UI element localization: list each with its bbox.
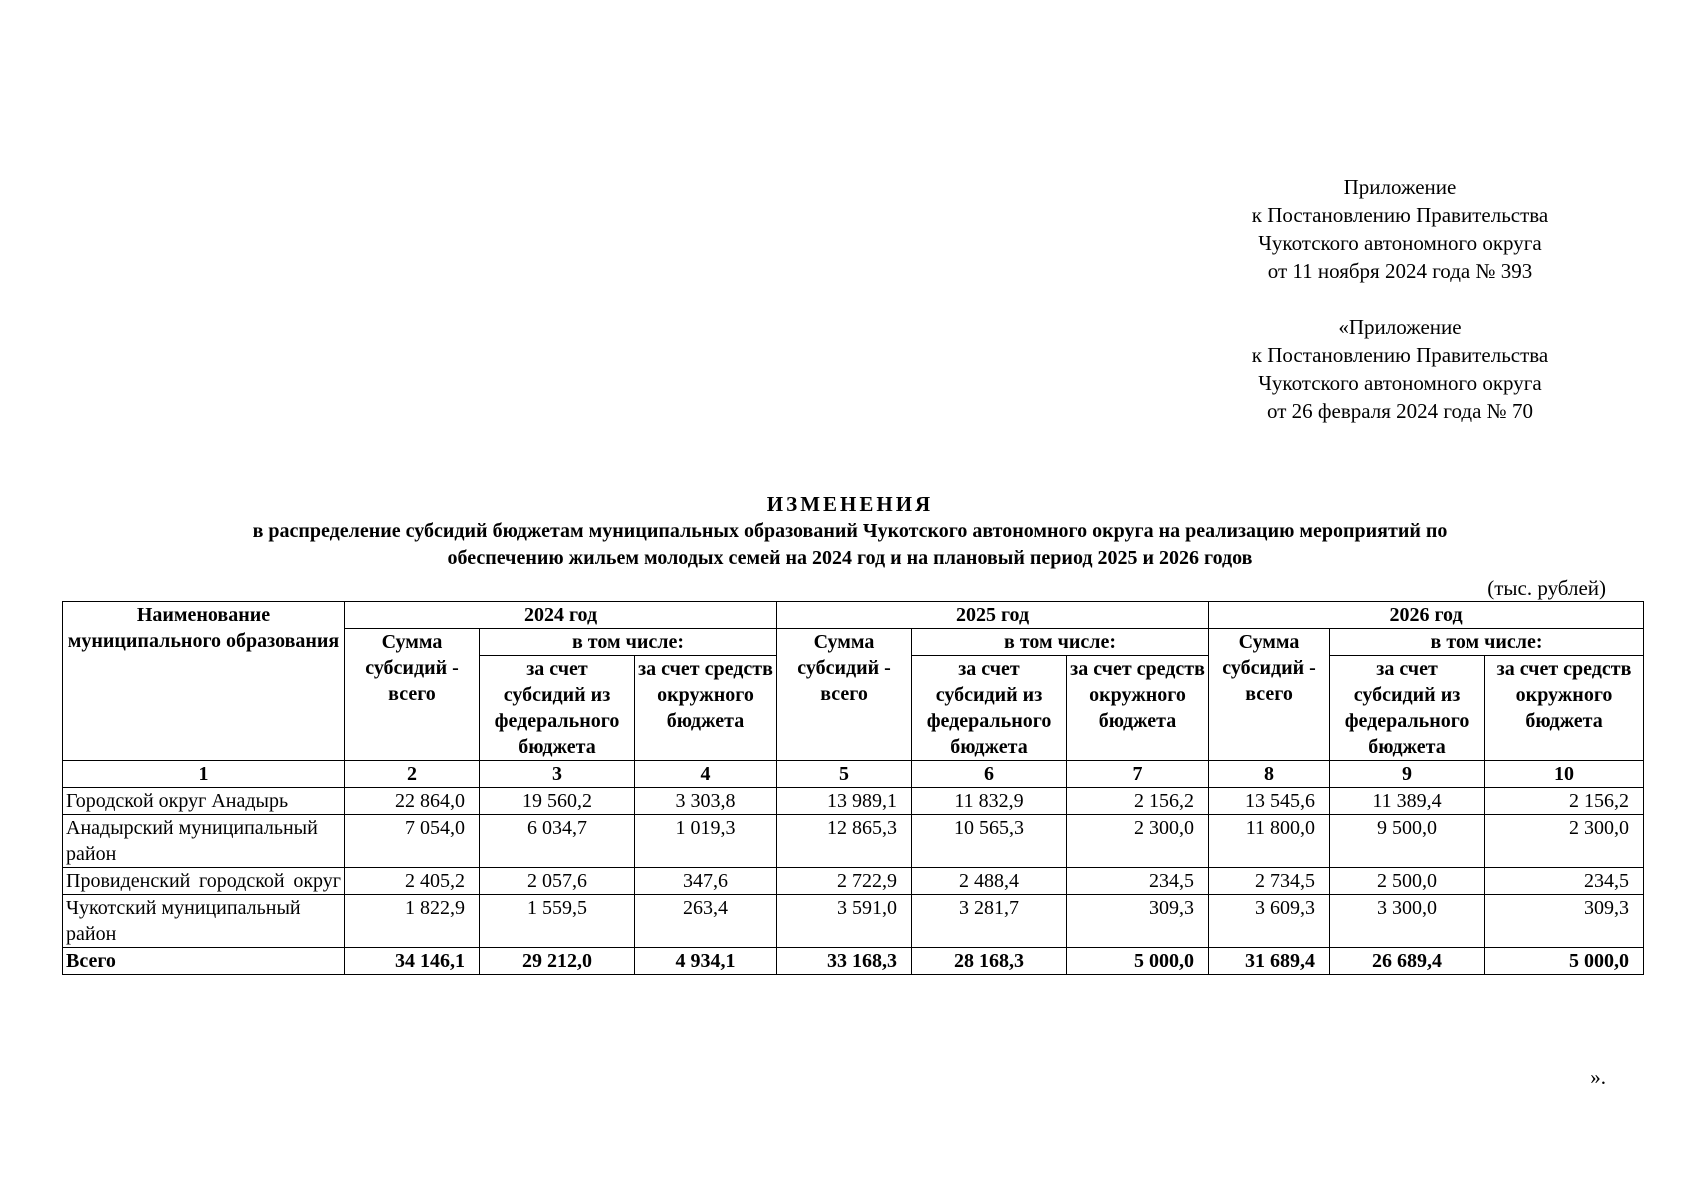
cell-value: 22 864,0 [345, 788, 480, 815]
cell-value: 26 689,4 [1330, 948, 1485, 975]
cell-value: 12 865,3 [777, 815, 912, 868]
table-row [63, 868, 1644, 895]
row-name: Чукотский муниципальный район [63, 895, 345, 948]
col-header-incl: в том числе: [912, 629, 1209, 656]
cell-value: 3 281,7 [912, 895, 1067, 948]
cell-value: 2 156,2 [1067, 788, 1209, 815]
col-header-district: за счет средств окружного бюджета [1067, 656, 1209, 761]
cell-value: 2 734,5 [1209, 868, 1330, 895]
cell-value: 309,3 [1067, 895, 1209, 948]
row-name: Всего [63, 948, 345, 975]
cell-value: 33 168,3 [777, 948, 912, 975]
cell-value: 347,6 [635, 868, 777, 895]
table-row [63, 815, 1644, 868]
header-line: «Приложение [1338, 315, 1462, 339]
header-line: от 26 февраля 2024 года № 70 [1267, 399, 1533, 423]
col-number: 7 [1067, 761, 1209, 788]
table-row [63, 895, 1644, 948]
header-row-years [63, 602, 1644, 629]
cell-value: 29 212,0 [480, 948, 635, 975]
col-number: 5 [777, 761, 912, 788]
col-number: 10 [1485, 761, 1644, 788]
cell-value: 234,5 [1485, 868, 1644, 895]
total-row [63, 948, 1644, 975]
col-header-federal: за счет субсидий из федерального бюджета [1330, 656, 1485, 761]
cell-value: 11 389,4 [1330, 788, 1485, 815]
cell-value: 31 689,4 [1209, 948, 1330, 975]
cell-value: 2 300,0 [1485, 815, 1644, 868]
col-header-total: Сумма субсидий - всего [1209, 629, 1330, 761]
document-title [60, 490, 1640, 572]
cell-value: 2 057,6 [480, 868, 635, 895]
cell-value: 1 019,3 [635, 815, 777, 868]
cell-value: 10 565,3 [912, 815, 1067, 868]
col-header-federal: за счет субсидий из федерального бюджета [480, 656, 635, 761]
table-row [63, 788, 1644, 815]
header-line: к Постановлению Правительства [1251, 203, 1549, 227]
header-line: Приложение [1343, 175, 1457, 199]
row-name: Анадырский муниципальный район [63, 815, 345, 868]
cell-value: 11 832,9 [912, 788, 1067, 815]
cell-value: 2 488,4 [912, 868, 1067, 895]
cell-value: 234,5 [1067, 868, 1209, 895]
col-number: 8 [1209, 761, 1330, 788]
cell-value: 7 054,0 [345, 815, 480, 868]
cell-value: 3 300,0 [1330, 895, 1485, 948]
col-number: 6 [912, 761, 1067, 788]
cell-value: 3 303,8 [635, 788, 777, 815]
cell-value: 1 822,9 [345, 895, 480, 948]
cell-value: 2 156,2 [1485, 788, 1644, 815]
year-header: 2024 год [345, 602, 777, 629]
cell-value: 11 800,0 [1209, 815, 1330, 868]
cell-value: 5 000,0 [1485, 948, 1644, 975]
col-header-district: за счет средств окружного бюджета [635, 656, 777, 761]
col-header-federal: за счет субсидий из федерального бюджета [912, 656, 1067, 761]
header-line: к Постановлению Правительства [1251, 343, 1549, 367]
col-number: 4 [635, 761, 777, 788]
cell-value: 3 609,3 [1209, 895, 1330, 948]
cell-value: 309,3 [1485, 895, 1644, 948]
cell-value: 34 146,1 [345, 948, 480, 975]
cell-value: 28 168,3 [912, 948, 1067, 975]
cell-value: 2 300,0 [1067, 815, 1209, 868]
cell-value: 2 500,0 [1330, 868, 1485, 895]
cell-value: 2 722,9 [777, 868, 912, 895]
col-number: 3 [480, 761, 635, 788]
col-number: 1 [63, 761, 345, 788]
col-header-total: Сумма субсидий - всего [345, 629, 480, 761]
cell-value: 13 545,6 [1209, 788, 1330, 815]
title-main: ИЗМЕНЕНИЯ [766, 492, 934, 516]
row-name: Городской округ Анадырь [63, 788, 345, 815]
year-header: 2025 год [777, 602, 1209, 629]
col-header-name: Наименование муниципального образования [63, 602, 345, 761]
cell-value: 5 000,0 [1067, 948, 1209, 975]
row-name: Провиденский городской округ [63, 868, 345, 895]
col-header-district: за счет средств окружного бюджета [1485, 656, 1644, 761]
col-header-incl: в том числе: [480, 629, 777, 656]
cell-value: 19 560,2 [480, 788, 635, 815]
units-label: (тыс. рублей) [1487, 576, 1606, 600]
title-subtitle-line: обеспечению жильем молодых семей на 2024 год и на плановый период 2025 и 2026 годов [447, 547, 1253, 569]
cell-value: 2 405,2 [345, 868, 480, 895]
column-numbers-row [63, 761, 1644, 788]
cell-value: 1 559,5 [480, 895, 635, 948]
subsidy-table [62, 601, 1644, 975]
cell-value: 9 500,0 [1330, 815, 1485, 868]
col-header-incl: в том числе: [1330, 629, 1644, 656]
original-appendix-header [1160, 313, 1640, 425]
cell-value: 6 034,7 [480, 815, 635, 868]
cell-value: 13 989,1 [777, 788, 912, 815]
closing-quote: ». [1590, 1065, 1606, 1089]
appendix-header [1160, 173, 1640, 285]
header-line: Чукотского автономного округа [1258, 231, 1542, 255]
cell-value: 263,4 [635, 895, 777, 948]
cell-value: 4 934,1 [635, 948, 777, 975]
col-header-total: Сумма субсидий - всего [777, 629, 912, 761]
col-number: 9 [1330, 761, 1485, 788]
col-number: 2 [345, 761, 480, 788]
cell-value: 3 591,0 [777, 895, 912, 948]
header-line: Чукотского автономного округа [1258, 371, 1542, 395]
year-header: 2026 год [1209, 602, 1644, 629]
title-subtitle-line: в распределение субсидий бюджетам муниципальных образований Чукотского автономного округа на реализацию мероприятий по [252, 520, 1448, 542]
header-line: от 11 ноября 2024 года № 393 [1267, 259, 1533, 283]
